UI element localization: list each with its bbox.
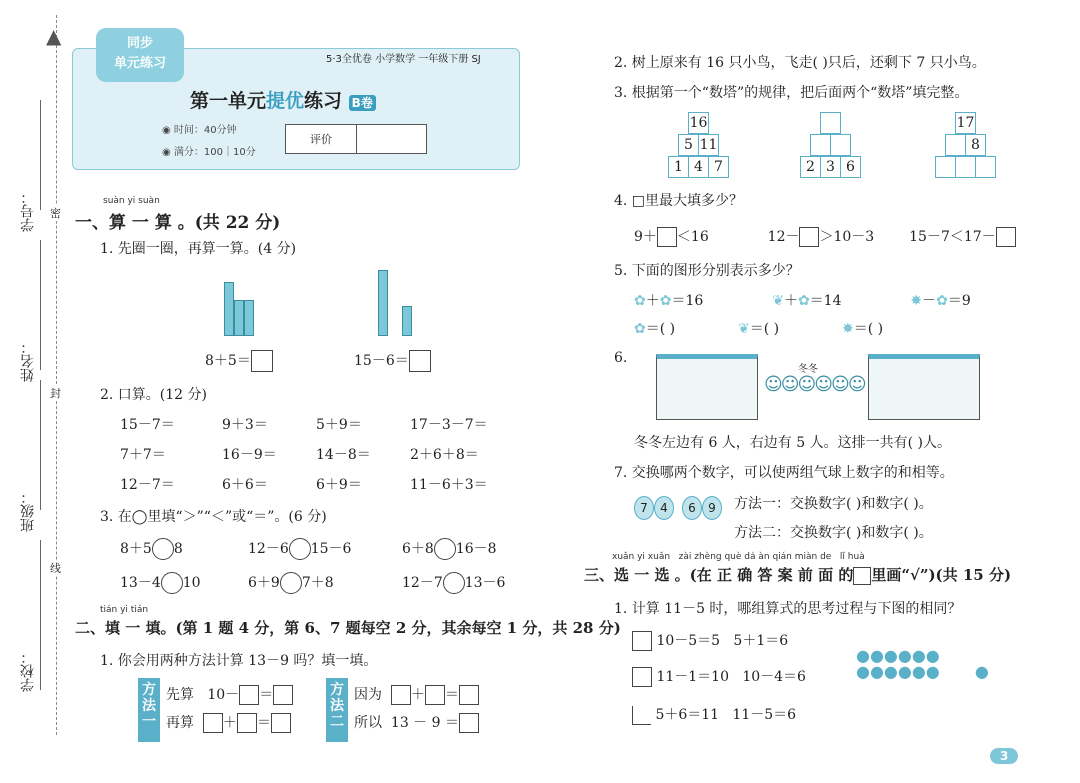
oral-calc-item: 15－7＝	[120, 417, 175, 433]
s1-q1-eq1: 8＋5＝	[205, 350, 273, 372]
star-flower-icon: ✸	[842, 321, 854, 337]
page-number: 3	[990, 748, 1018, 764]
tower-cell: 2	[801, 157, 821, 178]
compare-circle[interactable]	[152, 538, 174, 560]
tower-cell[interactable]	[956, 157, 976, 178]
queue-caption: 冬冬	[798, 364, 818, 375]
binding-label-name: 姓名：	[20, 340, 36, 382]
queue-illustration	[656, 354, 996, 418]
m2-so-expr: 13 － 9 ＝	[390, 715, 459, 731]
oral-calc-item: 12－7＝	[120, 477, 175, 493]
tower-cell[interactable]	[976, 157, 996, 178]
balloon: 4	[654, 496, 674, 520]
number-tower-2	[800, 112, 861, 178]
balloon-group-1	[634, 496, 674, 520]
balloon: 9	[702, 496, 722, 520]
s1-title: 一、算 一 算 。(共 22 分)	[75, 213, 281, 233]
s2-q6: 6.	[614, 350, 628, 366]
binding-mark-seal1: 密	[50, 207, 61, 220]
option-checkbox[interactable]	[632, 631, 652, 651]
compare-item: 8＋5 8	[120, 538, 248, 572]
m1-then-label: 再算	[166, 715, 194, 731]
cube-column	[224, 282, 234, 336]
binding-mark-line: 线	[50, 562, 61, 575]
evaluation-box	[285, 124, 427, 154]
series-label: 5·3全优卷 小学数学 一年级下册 SJ	[326, 54, 481, 65]
butterfly-icon: ❦	[738, 321, 750, 337]
s3-option-a[interactable]: 10－5＝5 5＋1＝6	[632, 630, 788, 651]
oral-calc-item: 6＋9＝	[316, 477, 362, 493]
m1-first-expr: 10－	[207, 687, 240, 703]
s2-q5-row2: ✿＝( ) ❦＝( ) ✸＝( )	[634, 321, 884, 337]
compare-circle[interactable]	[280, 572, 302, 594]
flower-icon: ✿	[659, 293, 672, 309]
bulletin-board	[868, 354, 980, 420]
answer-box[interactable]	[996, 227, 1016, 247]
compare-item: 13－4 10	[120, 572, 248, 606]
tower-cell: 16	[689, 113, 709, 134]
rocket-icon: ▲	[46, 24, 62, 48]
oral-calc-item: 2＋6＋8＝	[410, 447, 479, 463]
tower-cell[interactable]	[831, 135, 851, 156]
s2-q5: 5. 下面的图形分别表示多少？	[614, 263, 800, 279]
answer-box[interactable]	[271, 713, 291, 733]
answer-box[interactable]	[409, 350, 431, 372]
compare-item: 6＋8 16－8	[402, 538, 497, 572]
answer-box[interactable]	[657, 227, 677, 247]
number-tower-1	[668, 112, 729, 178]
s1-q1: 1. 先圈一圈，再算一算。(4 分)	[100, 241, 297, 257]
tower-cell: 6	[841, 157, 861, 178]
tower-cell: 1	[669, 157, 689, 178]
answer-box[interactable]	[273, 685, 293, 705]
answer-box[interactable]	[239, 685, 259, 705]
m2-because-label: 因为	[354, 687, 382, 703]
cube-column	[244, 300, 254, 336]
option-checkbox[interactable]	[632, 667, 652, 687]
oral-calc-item: 7＋7＝	[120, 447, 166, 463]
s1-q2-grid	[120, 414, 500, 504]
m2-so-label: 所以	[354, 715, 382, 731]
dot-row: ●●●●●●	[856, 646, 940, 665]
oral-calc-item: 9＋3＝	[222, 417, 268, 433]
answer-box[interactable]	[251, 350, 273, 372]
s1-q1-eq2: 15－6＝	[354, 350, 431, 372]
evaluation-label: 评价	[310, 133, 332, 146]
answer-box[interactable]	[237, 713, 257, 733]
option-checkbox[interactable]	[632, 706, 651, 725]
dots-diagram	[856, 648, 989, 680]
binding-label-class: 班级：	[20, 490, 36, 532]
time-info: ◉ 时间：40分钟	[162, 125, 237, 136]
oral-calc-item: 11－6＋3＝	[410, 477, 488, 493]
s2-q3: 3. 根据第一个“数塔”的规律，把后面两个“数塔”填完整。	[614, 85, 969, 101]
answer-box[interactable]	[799, 227, 819, 247]
s2-q4: 4. □里最大填多少？	[614, 193, 744, 209]
cube-column	[402, 306, 412, 336]
compare-circle[interactable]	[161, 572, 183, 594]
tower-cell[interactable]	[936, 157, 956, 178]
method-one-tag: 方法一	[138, 678, 160, 742]
s3-pinyin: xuǎn yi xuǎn zài zhèng què dá àn qián miàn de lǐ huà	[612, 552, 865, 562]
s2-q2: 2. 树上原来有 16 只小鸟，飞走( )只后，还剩下 7 只小鸟。	[614, 55, 986, 71]
s3-option-b[interactable]: 11－1＝10 10－4＝6	[632, 666, 806, 687]
oral-calc-item: 17－3－7＝	[410, 417, 488, 433]
s2-title: 二、填 一 填。(第 1 题 4 分，第 6、7 题每空 2 分，其余每空 1 分，共 28 分)	[75, 619, 621, 637]
oral-calc-item: 16－9＝	[222, 447, 277, 463]
tower-cell: 11	[699, 135, 719, 156]
q4-expr: 15－7＜17－	[909, 229, 996, 245]
tower-cell[interactable]	[946, 135, 966, 156]
s2-q7-method1: 方法一：交换数字( )和数字( )。	[734, 496, 933, 512]
s2-q4-items	[634, 226, 1016, 247]
balloon: 6	[682, 496, 702, 520]
q4-expr: 12－	[767, 229, 800, 245]
answer-box[interactable]	[459, 713, 479, 733]
s1-q3: 3. 在◯里填“＞”“＜”或“＝”。(6 分)	[100, 509, 327, 525]
butterfly-icon: ❦	[772, 293, 784, 309]
tower-cell: 3	[821, 157, 841, 178]
compare-item: 12－6 15－6	[248, 538, 402, 572]
m1-first-label: 先算	[166, 687, 194, 703]
compare-circle[interactable]	[443, 572, 465, 594]
oral-calc-item: 6＋6＝	[222, 477, 268, 493]
tower-cell: 4	[689, 157, 709, 178]
s3-title: 三、选 一 选 。(在 正 确 答 案 前 面 的 里画“√”)(共 15 分)	[584, 566, 1012, 584]
binding-label-id: 学号：	[20, 190, 36, 232]
s3-q1: 1. 计算 11－5 时，哪组算式的思考过程与下图的相同？	[614, 601, 962, 617]
dot-row: ●●●●●● ●	[856, 662, 989, 681]
answer-box[interactable]	[425, 685, 445, 705]
answer-box-sample	[853, 567, 871, 585]
tower-cell[interactable]	[811, 135, 831, 156]
s2-q6-text: 冬冬左边有 6 人，右边有 5 人。这排一共有( )人。	[634, 435, 951, 451]
binding-mark-seal2: 封	[50, 387, 61, 400]
s2-q7: 7. 交换哪两个数字，可以使两组气球上数字的和相等。	[614, 465, 954, 481]
binding-blank-line	[40, 540, 41, 690]
method-two-tag: 方法二	[326, 678, 348, 742]
tower-cell[interactable]	[821, 113, 841, 134]
unit-badge: 同步 单元练习	[96, 28, 184, 82]
balloon-group-2	[682, 496, 722, 520]
s1-q2: 2. 口算。(12 分)	[100, 387, 207, 403]
binding-label-school: 学校：	[20, 650, 36, 692]
answer-box[interactable]	[391, 685, 411, 705]
compare-circle[interactable]	[289, 538, 311, 560]
tower-cell: 8	[966, 135, 986, 156]
star-flower-icon: ✸	[910, 293, 923, 309]
flower-icon: ✿	[797, 293, 810, 309]
answer-box[interactable]	[203, 713, 223, 733]
s1-q3-grid	[120, 538, 520, 606]
oral-calc-item: 5＋9＝	[316, 417, 362, 433]
q4-expr: ＜16	[676, 229, 709, 245]
compare-item: 12－7 13－6	[402, 572, 505, 606]
s2-pinyin: tián yi tián	[100, 605, 149, 615]
compare-circle[interactable]	[434, 538, 456, 560]
flower-icon: ✿	[634, 321, 646, 337]
s2-q1: 1. 你会用两种方法计算 13－9 吗？填一填。	[100, 653, 378, 669]
binding-line	[56, 15, 57, 735]
s1-pinyin: suàn yi suàn	[103, 196, 160, 206]
oral-calc-item: 14－8＝	[316, 447, 371, 463]
flower-icon: ✿	[634, 293, 646, 309]
tower-cell: 17	[956, 113, 976, 134]
number-tower-3	[935, 112, 996, 178]
children-icon: ☺☺☺☺☺☺	[764, 374, 865, 395]
q4-expr: ＞10－3	[819, 229, 875, 245]
tower-cell: 7	[709, 157, 729, 178]
balloon: 7	[634, 496, 654, 520]
cube-column	[378, 270, 388, 336]
s3-option-c[interactable]: 5＋6＝11 11－5＝6	[632, 704, 796, 725]
q4-expr: 9＋	[634, 229, 657, 245]
flower-icon: ✿	[936, 293, 948, 309]
s2-q7-method2: 方法二：交换数字( )和数字( )。	[734, 525, 933, 541]
score-info: ◉ 满分：100｜10分	[162, 147, 256, 158]
compare-item: 6＋9 7＋8	[248, 572, 402, 606]
binding-blank-line	[40, 380, 41, 510]
tower-cell: 5	[679, 135, 699, 156]
title-tag: B卷	[349, 95, 376, 111]
cube-column	[234, 300, 244, 336]
answer-box[interactable]	[459, 685, 479, 705]
binding-blank-line	[40, 100, 41, 210]
page-title: 第一单元提优练习 B卷	[190, 86, 376, 113]
binding-blank-line	[40, 240, 41, 370]
bulletin-board	[656, 354, 758, 420]
s2-q5-row1: ✿＋✿＝16 ❦＋✿＝14 ✸－✿＝9	[634, 293, 971, 309]
